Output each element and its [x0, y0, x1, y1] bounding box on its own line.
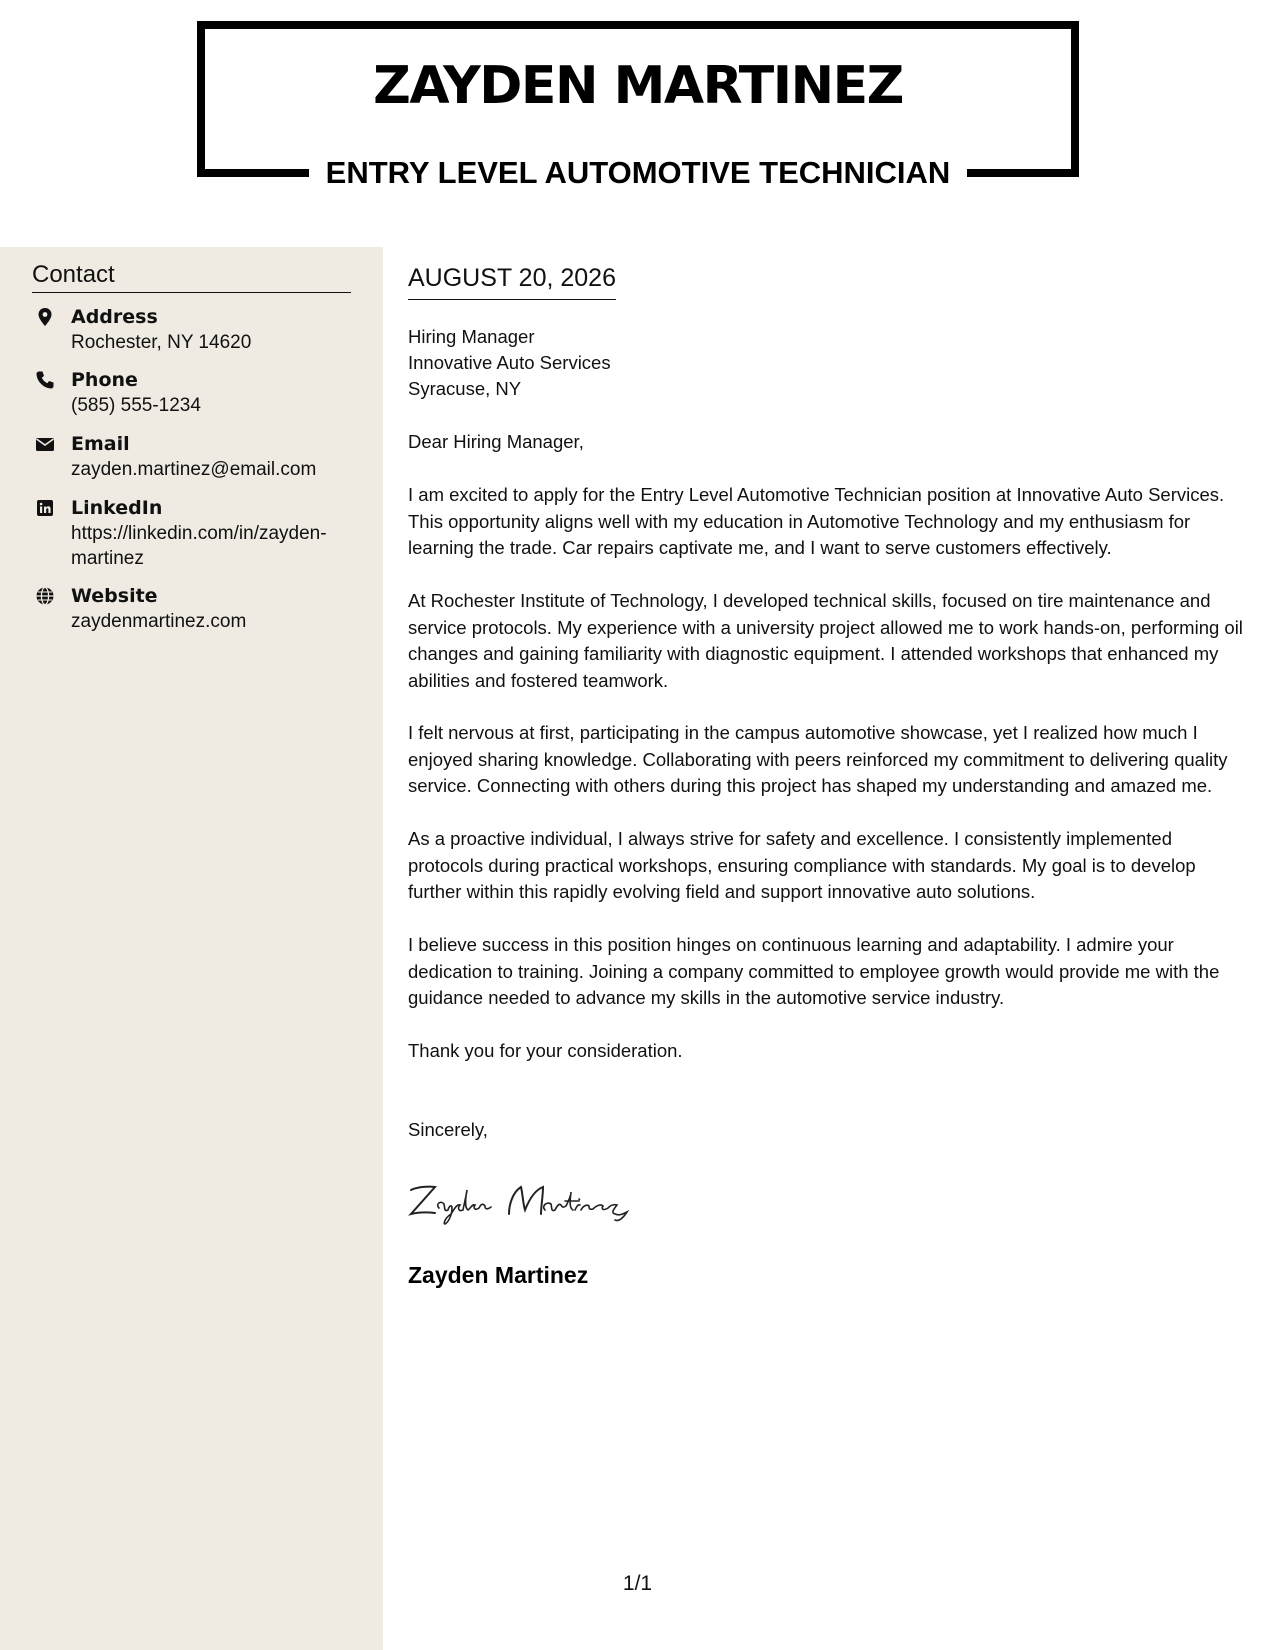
- body-paragraph: I believe success in this position hinges on continuous learning and adaptability. I admire your dedication to training. Joining a company committed to employee growth would provide me with the guidance needed to advance my skills in the automotive service industry.: [408, 934, 1220, 1008]
- job-title: ENTRY LEVEL AUTOMOTIVE TECHNICIAN: [325, 155, 951, 190]
- thanks-line: Thank you for your consideration.: [408, 1040, 683, 1061]
- recipient-block: [408, 324, 611, 402]
- globe-icon: [35, 586, 55, 606]
- website-value[interactable]: zaydenmartinez.com: [71, 611, 247, 632]
- applicant-name: ZAYDEN MARTINEZ: [373, 56, 903, 116]
- body-paragraph: At Rochester Institute of Technology, I developed technical skills, focused on tire maintenance and service protocols. My experience with a university project allowed me to work hands-on, performing oil changes and gaining familiarity with diagnostic equipment. I attended workshops that enhanced my abilities and fostered teamwork.: [408, 590, 1243, 691]
- signer-name: Zayden Martinez: [408, 1262, 589, 1288]
- page-number: 1/1: [622, 1572, 653, 1595]
- address-value: Rochester, NY 14620: [71, 332, 252, 353]
- letter-date: AUGUST 20, 2026: [408, 265, 616, 300]
- linkedin-label: LinkedIn: [71, 497, 163, 519]
- website-label: Website: [71, 585, 158, 607]
- linkedin-icon: [35, 498, 55, 518]
- linkedin-value[interactable]: https://linkedin.com/in/zayden-martinez: [71, 523, 327, 569]
- address-label: Address: [71, 306, 158, 328]
- envelope-icon: [35, 434, 55, 454]
- contact-heading: Contact: [32, 262, 351, 293]
- recipient-line: Hiring Manager: [408, 326, 535, 347]
- body-paragraph: As a proactive individual, I always strive for safety and excellence. I consistently implemented protocols during practical workshops, ensuring compliance with standards. My goal is to develop further within this rapidly evolving field and support innovative auto solutions.: [408, 828, 1196, 902]
- email-value[interactable]: zayden.martinez@email.com: [71, 459, 317, 480]
- closing-line: Sincerely,: [408, 1119, 488, 1140]
- recipient-line: Syracuse, NY: [408, 378, 522, 399]
- handwritten-signature: [405, 1170, 675, 1230]
- body-paragraph: I felt nervous at first, participating in the campus automotive showcase, yet I realized how much I enjoyed sharing knowledge. Collaborating with peers reinforced my commitment to delivering quality service. Connecting with others during this project has shaped my understanding and amazed me.: [408, 722, 1228, 796]
- phone-icon: [35, 370, 55, 390]
- email-label: Email: [71, 433, 130, 455]
- map-pin-icon: [35, 307, 55, 327]
- body-paragraph: I am excited to apply for the Entry Level Automotive Technician position at Innovative Auto Services. This opportunity aligns well with my education in Automotive Technology and my enthusiasm for learning the trade. Car repairs captivate me, and I want to serve customers effectively.: [408, 484, 1225, 558]
- salutation: Dear Hiring Manager,: [408, 431, 584, 452]
- phone-label: Phone: [71, 369, 138, 391]
- recipient-line: Innovative Auto Services: [408, 352, 611, 373]
- phone-value: (585) 555-1234: [71, 395, 201, 416]
